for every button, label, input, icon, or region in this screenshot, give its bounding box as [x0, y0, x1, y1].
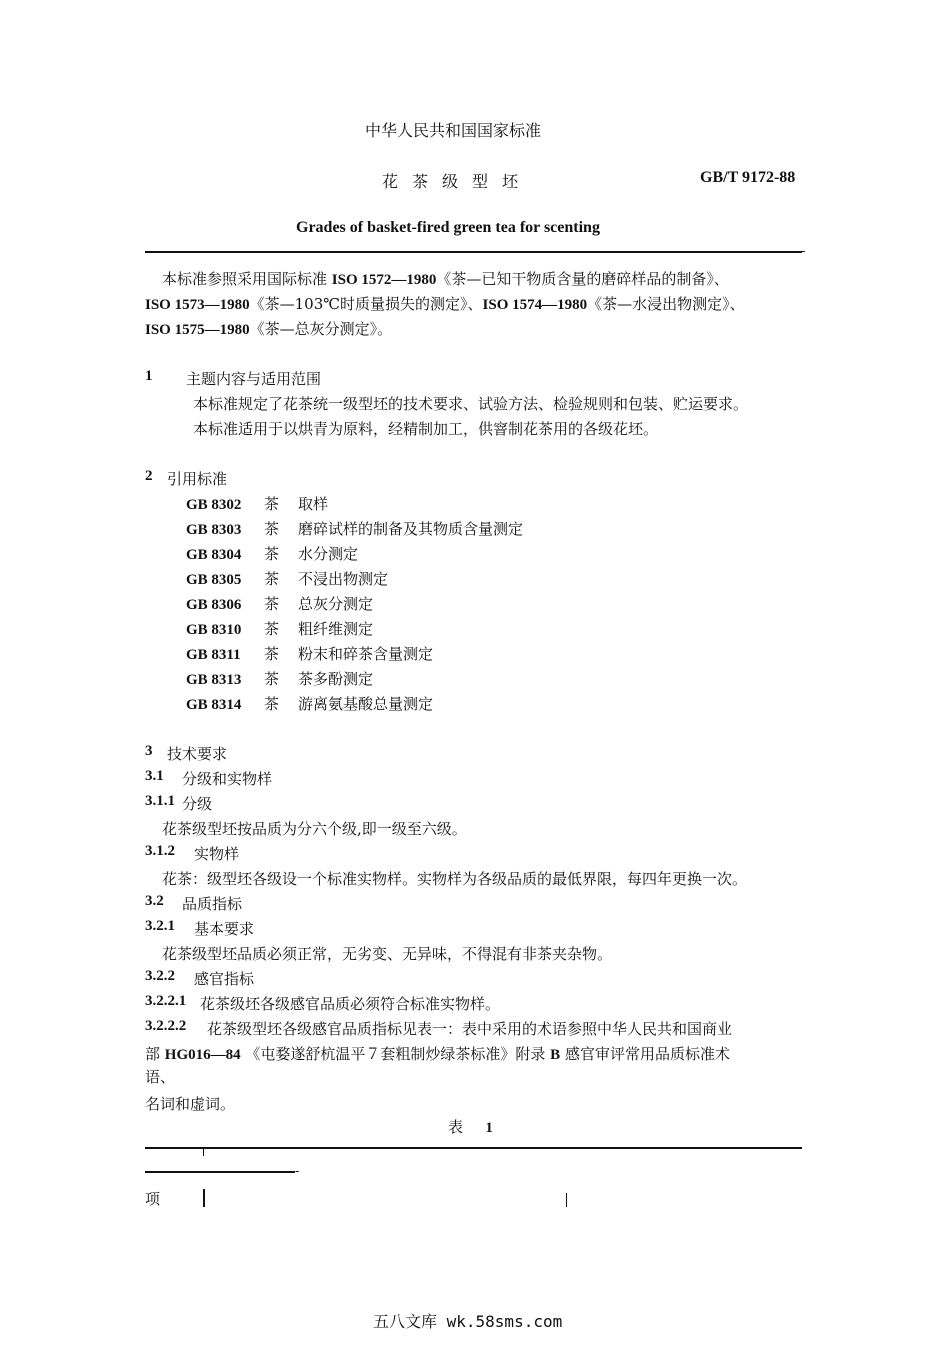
section-1-paragraph-2: 本标准适用于以烘青为原料，经精制加工，供窨制花茶用的各级花坯。 [193, 420, 659, 438]
reference-item: GB 8313 茶 茶多酚测定 [186, 670, 374, 688]
reference-item: GB 8314 茶 游离氨基酸总量测定 [186, 695, 434, 713]
table-header-item: 项 [145, 1190, 161, 1208]
site-watermark: 五八文库 wk.58sms.com [373, 1312, 563, 1331]
table-column-tick [203, 1148, 204, 1156]
standard-code: GB/T 9172-88 [700, 169, 796, 186]
intro-line-1: 本标准参照采用国际标准 ISO 1572—1980《茶—已知干物质含量的磨碎样品的制备》、 [162, 270, 729, 288]
document-title-en: Grades of basket-fired green tea for scenting [296, 219, 600, 236]
document-title-cn: 花茶级型坯 [382, 172, 533, 191]
section-3-2-2-title: 感官指标 [194, 970, 255, 988]
section-1-number: 1 [145, 368, 153, 384]
section-3-2-2-1-text: 花茶级坯各级感官品质必须符合标准实物样。 [200, 995, 501, 1013]
table-caption: 表 1 [448, 1118, 495, 1136]
section-3-1-2-number: 3.1.2 [145, 843, 175, 859]
section-1-paragraph-1: 本标准规定了花茶统一级型坯的技术要求、试验方法、检验规则和包装、贮运要求。 [193, 395, 749, 413]
header-rule [145, 251, 802, 253]
section-3-1-number: 3.1 [145, 768, 164, 784]
reference-item: GB 8305 茶 不浸出物测定 [186, 570, 389, 588]
section-3-2-1-title: 基本要求 [194, 920, 255, 938]
section-3-2-2-1-number: 3.2.2.1 [145, 993, 187, 1009]
reference-item: GB 8302 茶 取样 [186, 495, 329, 513]
reference-item: GB 8303 茶 磨碎试样的制备及其物质含量测定 [186, 520, 524, 538]
section-3-2-1-text: 花茶级型坯品质必须正常，无劣变、无异味，不得混有非茶夹杂物。 [162, 945, 613, 963]
table-second-rule [145, 1171, 295, 1173]
reference-item: GB 8306 茶 总灰分测定 [186, 595, 374, 613]
section-3-1-2-text: 花茶：级型坯各级设一个标准实物样。实物样为各级品质的最低界限，每四年更换一次。 [162, 870, 748, 888]
section-3-2-2-2-line-2: 部 HG016—84 《屯婺遂舒杭温平７套粗制炒绿茶标准》附录 B 感官审评常用品质标准术 [145, 1045, 730, 1063]
section-3-2-2-2-line-3: 语、 [145, 1068, 176, 1086]
section-3-number: 3 [145, 743, 153, 759]
section-3-2-2-2-number: 3.2.2.2 [145, 1018, 187, 1034]
section-3-1-title: 分级和实物样 [182, 770, 273, 788]
table-column-divider [203, 1189, 205, 1207]
section-3-2-title: 品质指标 [182, 895, 243, 913]
section-3-2-2-2-line-4: 名词和虚词。 [145, 1095, 236, 1113]
section-3-1-1-text: 花茶级型坯按品质为分六个级,即一级至六级。 [162, 820, 467, 838]
section-2-number: 2 [145, 468, 153, 484]
intro-line-2: ISO 1573—1980《茶—103℃时质量损失的测定》、ISO 1574—1980《茶—水浸出物测定》、 [145, 295, 745, 313]
section-3-1-2-title: 实物样 [194, 845, 240, 863]
section-3-2-number: 3.2 [145, 893, 164, 909]
table-column-divider [566, 1193, 567, 1207]
table-top-rule [145, 1147, 802, 1149]
country-standard-heading: 中华人民共和国国家标准 [365, 121, 542, 140]
section-3-2-1-number: 3.2.1 [145, 918, 175, 934]
section-3-2-2-2-line-1: 花茶级型坯各级感官品质指标见表一：表中采用的术语参照中华人民共和国商业 [207, 1020, 733, 1038]
section-3-title: 技术要求 [167, 745, 228, 763]
reference-item: GB 8311 茶 粉末和碎茶含量测定 [186, 645, 434, 663]
header-rule-tail: - [801, 244, 806, 259]
section-2-title: 引用标准 [167, 470, 228, 488]
section-3-1-1-title: 分级 [182, 795, 213, 813]
section-3-2-2-number: 3.2.2 [145, 968, 175, 984]
intro-line-3: ISO 1575—1980《茶—总灰分测定》。 [145, 320, 393, 338]
section-3-1-1-number: 3.1.1 [145, 793, 175, 809]
section-1-title: 主题内容与适用范围 [186, 370, 322, 388]
reference-item: GB 8310 茶 粗纤维测定 [186, 620, 374, 638]
table-rule-tail: - [295, 1164, 300, 1179]
reference-item: GB 8304 茶 水分测定 [186, 545, 359, 563]
